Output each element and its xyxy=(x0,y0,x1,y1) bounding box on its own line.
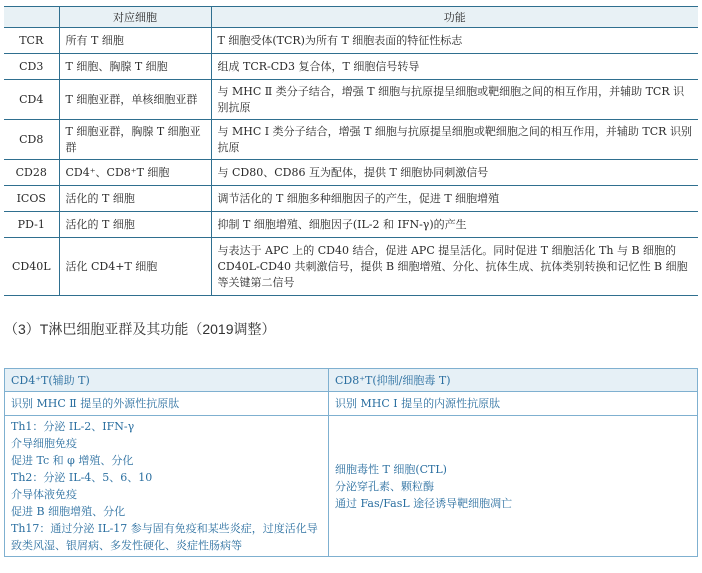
marker-function: T 细胞受体(TCR)为所有 T 细胞表面的特征性标志 xyxy=(211,28,698,54)
table-row xyxy=(4,238,698,296)
marker-code: CD3 xyxy=(4,54,59,80)
cd4-antigen: 识别 MHC Ⅱ 提呈的外源性抗原肽 xyxy=(5,392,329,416)
table-row xyxy=(4,28,698,54)
marker-function: 与 MHC Ⅰ 类分子结合，增强 T 细胞与抗原提呈细胞或靶细胞之间的相互作用，并辅助 TCR 识别抗原 xyxy=(211,120,698,160)
marker-code: ICOS xyxy=(4,186,59,212)
table-row xyxy=(4,120,698,160)
marker-function: 与 CD80、CD86 互为配体，提供 T 细胞协同刺激信号 xyxy=(211,160,698,186)
marker-code: CD28 xyxy=(4,160,59,186)
table-row xyxy=(4,54,698,80)
table-row xyxy=(4,160,698,186)
subset-header-row xyxy=(5,369,698,392)
antigen-row xyxy=(5,392,698,416)
table-row xyxy=(4,212,698,238)
cd8-functions xyxy=(329,416,698,557)
cd4-function-line: 介导体液免疫 xyxy=(11,488,77,501)
marker-code: CD8 xyxy=(4,120,59,160)
cd8-header: CD8⁺T(抑制/细胞毒 T) xyxy=(329,369,698,392)
marker-cells: 活化 CD4+T 细胞 xyxy=(59,238,211,296)
cd4-functions xyxy=(5,416,329,557)
header-code xyxy=(4,7,59,28)
marker-function: 组成 TCR-CD3 复合体，T 细胞信号转导 xyxy=(211,54,698,80)
marker-cells: T 细胞、胸腺 T 细胞 xyxy=(59,54,211,80)
marker-cells: CD4⁺、CD8⁺T 细胞 xyxy=(59,160,211,186)
marker-function: 与表达于 APC 上的 CD40 结合，促进 APC 提呈活化。同时促进 T 细胞活化 Th 与 B 细胞的 CD40L-CD40 共刺激信号，提供 B 细胞增殖、分化、抗体生成、抗体类别转换和记忆性 B 细胞等关键第二信号 xyxy=(211,238,698,296)
table-header-row xyxy=(4,7,698,28)
cd4-function-line: Th17：通过分泌 IL-17 参与固有免疫和某些炎症，过度活化导致类风湿、银屑病、多发性硬化、炎症性肠病等 xyxy=(11,522,318,552)
marker-function: 调节活化的 T 细胞多种细胞因子的产生，促进 T 细胞增殖 xyxy=(211,186,698,212)
marker-function: 与 MHC Ⅱ 类分子结合，增强 T 细胞与抗原提呈细胞或靶细胞之间的相互作用，并辅助 TCR 识别抗原 xyxy=(211,80,698,120)
cd4-header: CD4⁺T(辅助 T) xyxy=(5,369,329,392)
header-cells: 对应细胞 xyxy=(59,7,211,28)
cd8-function-line: 分泌穿孔素、颗粒酶 xyxy=(335,479,434,493)
marker-code: TCR xyxy=(4,28,59,54)
t-cell-marker-table xyxy=(4,6,698,296)
marker-cells: 活化的 T 细胞 xyxy=(59,212,211,238)
cd4-function-line: Th2：分泌 IL-4、5、6、10 xyxy=(11,471,153,484)
section-heading: （3）T淋巴细胞亚群及其功能（2019调整） xyxy=(4,321,276,337)
cd4-function-line: 介导细胞免疫 xyxy=(11,437,77,450)
table-row xyxy=(4,186,698,212)
cd4-function-line: Th1：分泌 IL-2、IFN-γ xyxy=(11,420,135,433)
cd4-function-line: 促进 B 细胞增殖、分化 xyxy=(11,505,126,518)
marker-code: CD4 xyxy=(4,80,59,120)
marker-cells: 活化的 T 细胞 xyxy=(59,186,211,212)
marker-function: 抑制 T 细胞增殖、细胞因子(IL-2 和 IFN-γ)的产生 xyxy=(211,212,698,238)
marker-code: CD40L xyxy=(4,238,59,296)
cd8-antigen: 识别 MHC Ⅰ 提呈的内源性抗原肽 xyxy=(329,392,698,416)
function-row xyxy=(5,416,698,557)
cd8-function-line: 细胞毒性 T 细胞(CTL) xyxy=(335,462,447,476)
cd4-function-line: 促进 Tc 和 φ 增殖、分化 xyxy=(11,454,134,467)
marker-cells: T 细胞亚群，胸腺 T 细胞亚群 xyxy=(59,120,211,160)
marker-code: PD-1 xyxy=(4,212,59,238)
marker-cells: 所有 T 细胞 xyxy=(59,28,211,54)
header-function: 功能 xyxy=(211,7,698,28)
cd8-function-line: 通过 Fas/FasL 途径诱导靶细胞凋亡 xyxy=(335,496,513,510)
marker-cells: T 细胞亚群，单核细胞亚群 xyxy=(59,80,211,120)
t-cell-subset-table xyxy=(4,368,698,557)
table-row xyxy=(4,80,698,120)
